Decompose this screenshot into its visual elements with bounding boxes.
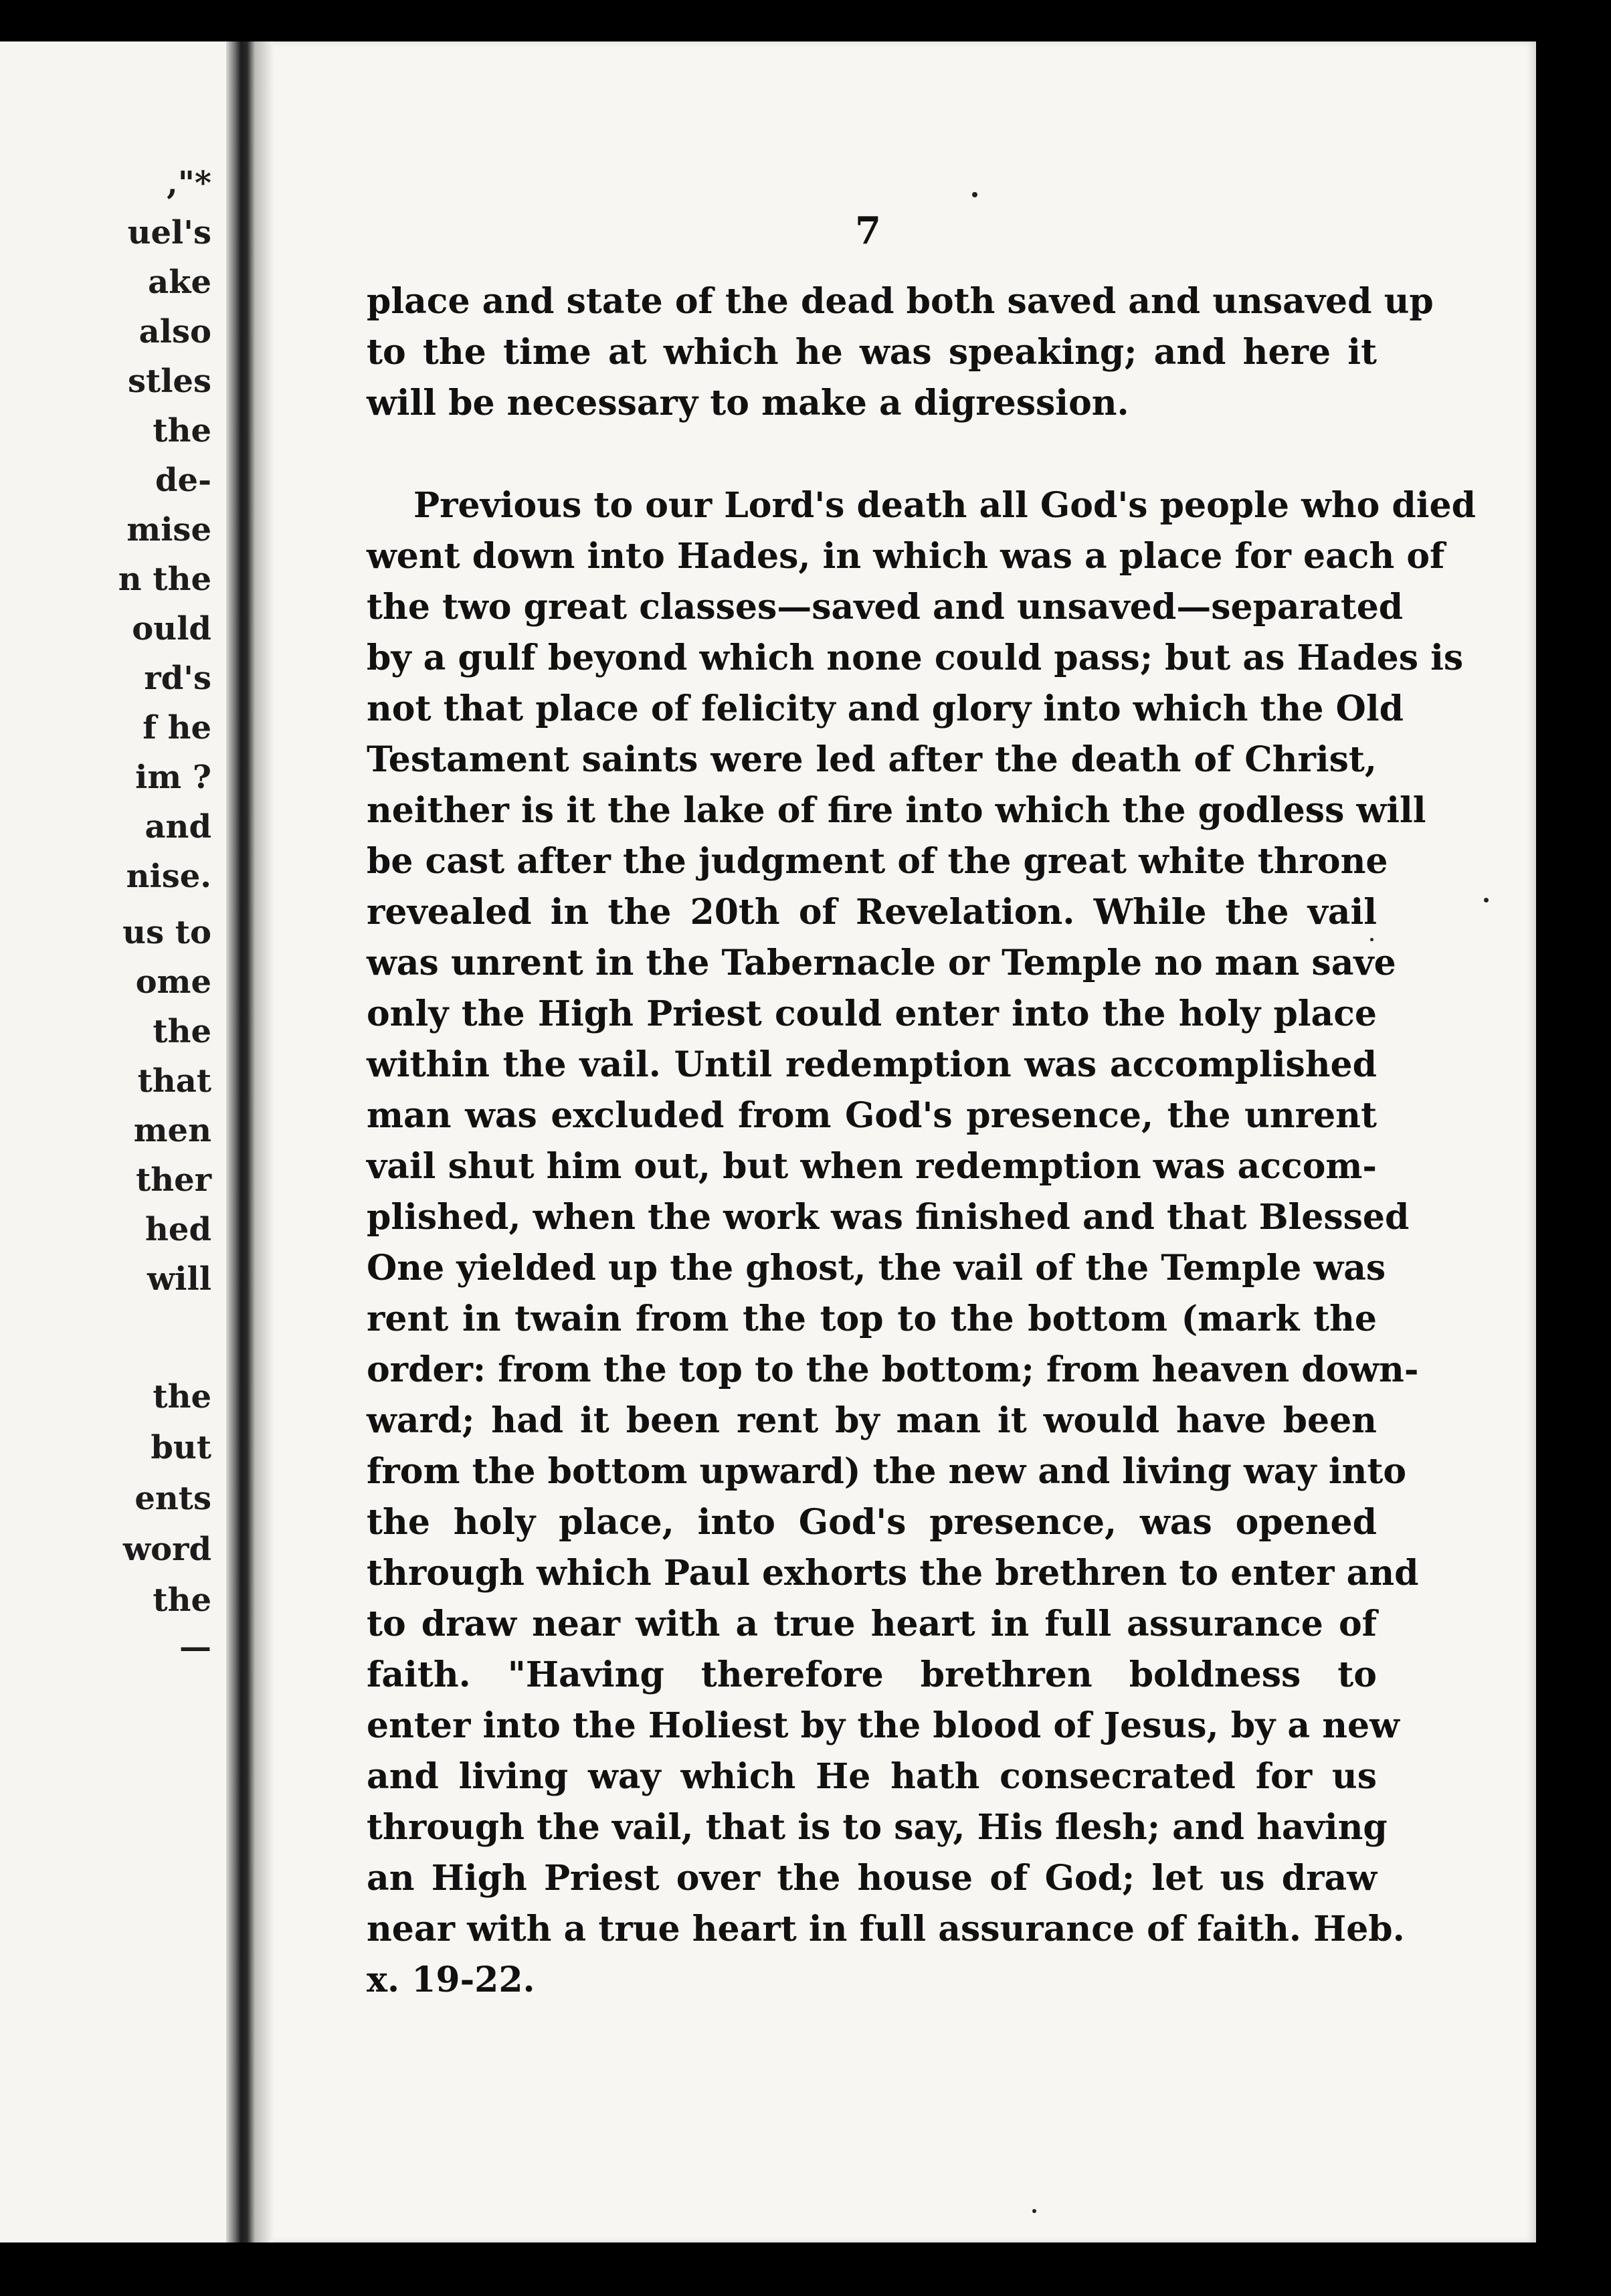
- text-line: One yielded up the ghost, the vail of the Temple was: [367, 1248, 1386, 1288]
- text-line: Previous to our Lord's death all God's people who died: [413, 485, 1476, 526]
- text-line: faith. "Having therefore brethren boldness to: [367, 1654, 1377, 1695]
- text-line: neither is it the lake of fire into which the godless will: [367, 790, 1426, 831]
- text-line: through the vail, that is to say, His flesh; and having: [367, 1807, 1388, 1848]
- left-fragment: im ?: [135, 759, 211, 796]
- left-fragment: ents: [134, 1480, 211, 1517]
- left-fragment: ,"*: [167, 165, 211, 202]
- left-fragment: hed: [145, 1211, 211, 1248]
- text-line: not that place of felicity and glory into which the Old: [367, 688, 1404, 729]
- text-line: enter into the Holiest by the blood of Jesus, by a new: [367, 1705, 1400, 1746]
- text-line: x. 19-22.: [367, 1959, 535, 2000]
- text-line: through which Paul exhorts the brethren to enter and: [367, 1553, 1419, 1594]
- book-spine-gutter: [226, 41, 273, 2242]
- text-line: an High Priest over the house of God; let us draw: [367, 1858, 1377, 1899]
- left-fragment: —: [179, 1628, 211, 1666]
- text-line: revealed in the 20th of Revelation. While the vail: [367, 892, 1377, 933]
- text-line: within the vail. Until redemption was accomplished: [367, 1044, 1377, 1085]
- text-line: will be necessary to make a digression.: [367, 383, 1129, 423]
- main-page: [273, 41, 1536, 2242]
- left-fragment: will: [147, 1260, 211, 1298]
- text-line: vail shut him out, but when redemption was accom-: [367, 1146, 1377, 1187]
- left-fragment: the: [153, 1013, 211, 1050]
- text-line: went down into Hades, in which was a place for each of: [367, 536, 1445, 577]
- left-fragment: nise.: [126, 858, 211, 895]
- left-fragment: de-: [155, 462, 211, 499]
- text-line: and living way which He hath consecrated for us: [367, 1756, 1377, 1797]
- text-line: order: from the top to the bottom; from heaven down-: [367, 1349, 1419, 1390]
- text-line: plished, when the work was finished and that Blessed: [367, 1197, 1410, 1238]
- left-fragment: stles: [128, 363, 211, 400]
- text-line: the holy place, into God's presence, was opened: [367, 1502, 1377, 1543]
- left-fragment: ould: [132, 610, 211, 648]
- scan-speck: [972, 192, 977, 197]
- left-fragment: ome: [135, 963, 211, 1001]
- left-fragment: n the: [118, 561, 211, 598]
- scan-speck: [1032, 2209, 1036, 2213]
- text-line: to the time at which he was speaking; and here it: [367, 332, 1377, 373]
- text-line: from the bottom upward) the new and living way into: [367, 1451, 1407, 1492]
- text-line: the two great classes—saved and unsaved—separated: [367, 587, 1404, 628]
- left-fragment: but: [151, 1429, 211, 1466]
- scan-speck: [1370, 938, 1373, 941]
- text-line: by a gulf beyond which none could pass; but as Hades is: [367, 638, 1464, 678]
- text-line: place and state of the dead both saved and unsaved up: [367, 281, 1434, 322]
- facing-page-fragment: [0, 41, 226, 2242]
- text-line: rent in twain from the top to the bottom (mark the: [367, 1299, 1377, 1339]
- text-line: was unrent in the Tabernacle or Temple no man save: [367, 943, 1396, 983]
- left-fragment: us to: [122, 914, 211, 951]
- left-fragment: rd's: [144, 660, 211, 697]
- scan-speck: [1484, 898, 1489, 902]
- text-line: near with a true heart in full assurance of faith. Heb.: [367, 1909, 1405, 1949]
- left-fragment: uel's: [127, 214, 211, 252]
- text-line: be cast after the judgment of the great white throne: [367, 841, 1388, 882]
- left-fragment: and: [145, 808, 211, 846]
- page-number: 7: [855, 209, 881, 253]
- left-fragment: ther: [136, 1161, 211, 1199]
- left-fragment: the: [153, 1378, 211, 1416]
- left-fragment: the: [153, 1582, 211, 1619]
- text-line: Testament saints were led after the death of Christ,: [367, 739, 1377, 780]
- left-fragment: the: [153, 412, 211, 450]
- left-fragment: that: [137, 1062, 211, 1100]
- text-line: man was excluded from God's presence, the unrent: [367, 1095, 1377, 1136]
- left-fragment: word: [122, 1531, 211, 1568]
- text-line: to draw near with a true heart in full assurance of: [367, 1604, 1377, 1644]
- text-line: ward; had it been rent by man it would have been: [367, 1400, 1377, 1441]
- left-fragment: mise: [126, 511, 211, 549]
- left-fragment: ake: [148, 264, 211, 301]
- left-fragment: f he: [143, 709, 211, 747]
- text-line: only the High Priest could enter into the holy place: [367, 993, 1377, 1034]
- left-fragment: also: [138, 313, 211, 351]
- left-fragment: men: [133, 1112, 211, 1149]
